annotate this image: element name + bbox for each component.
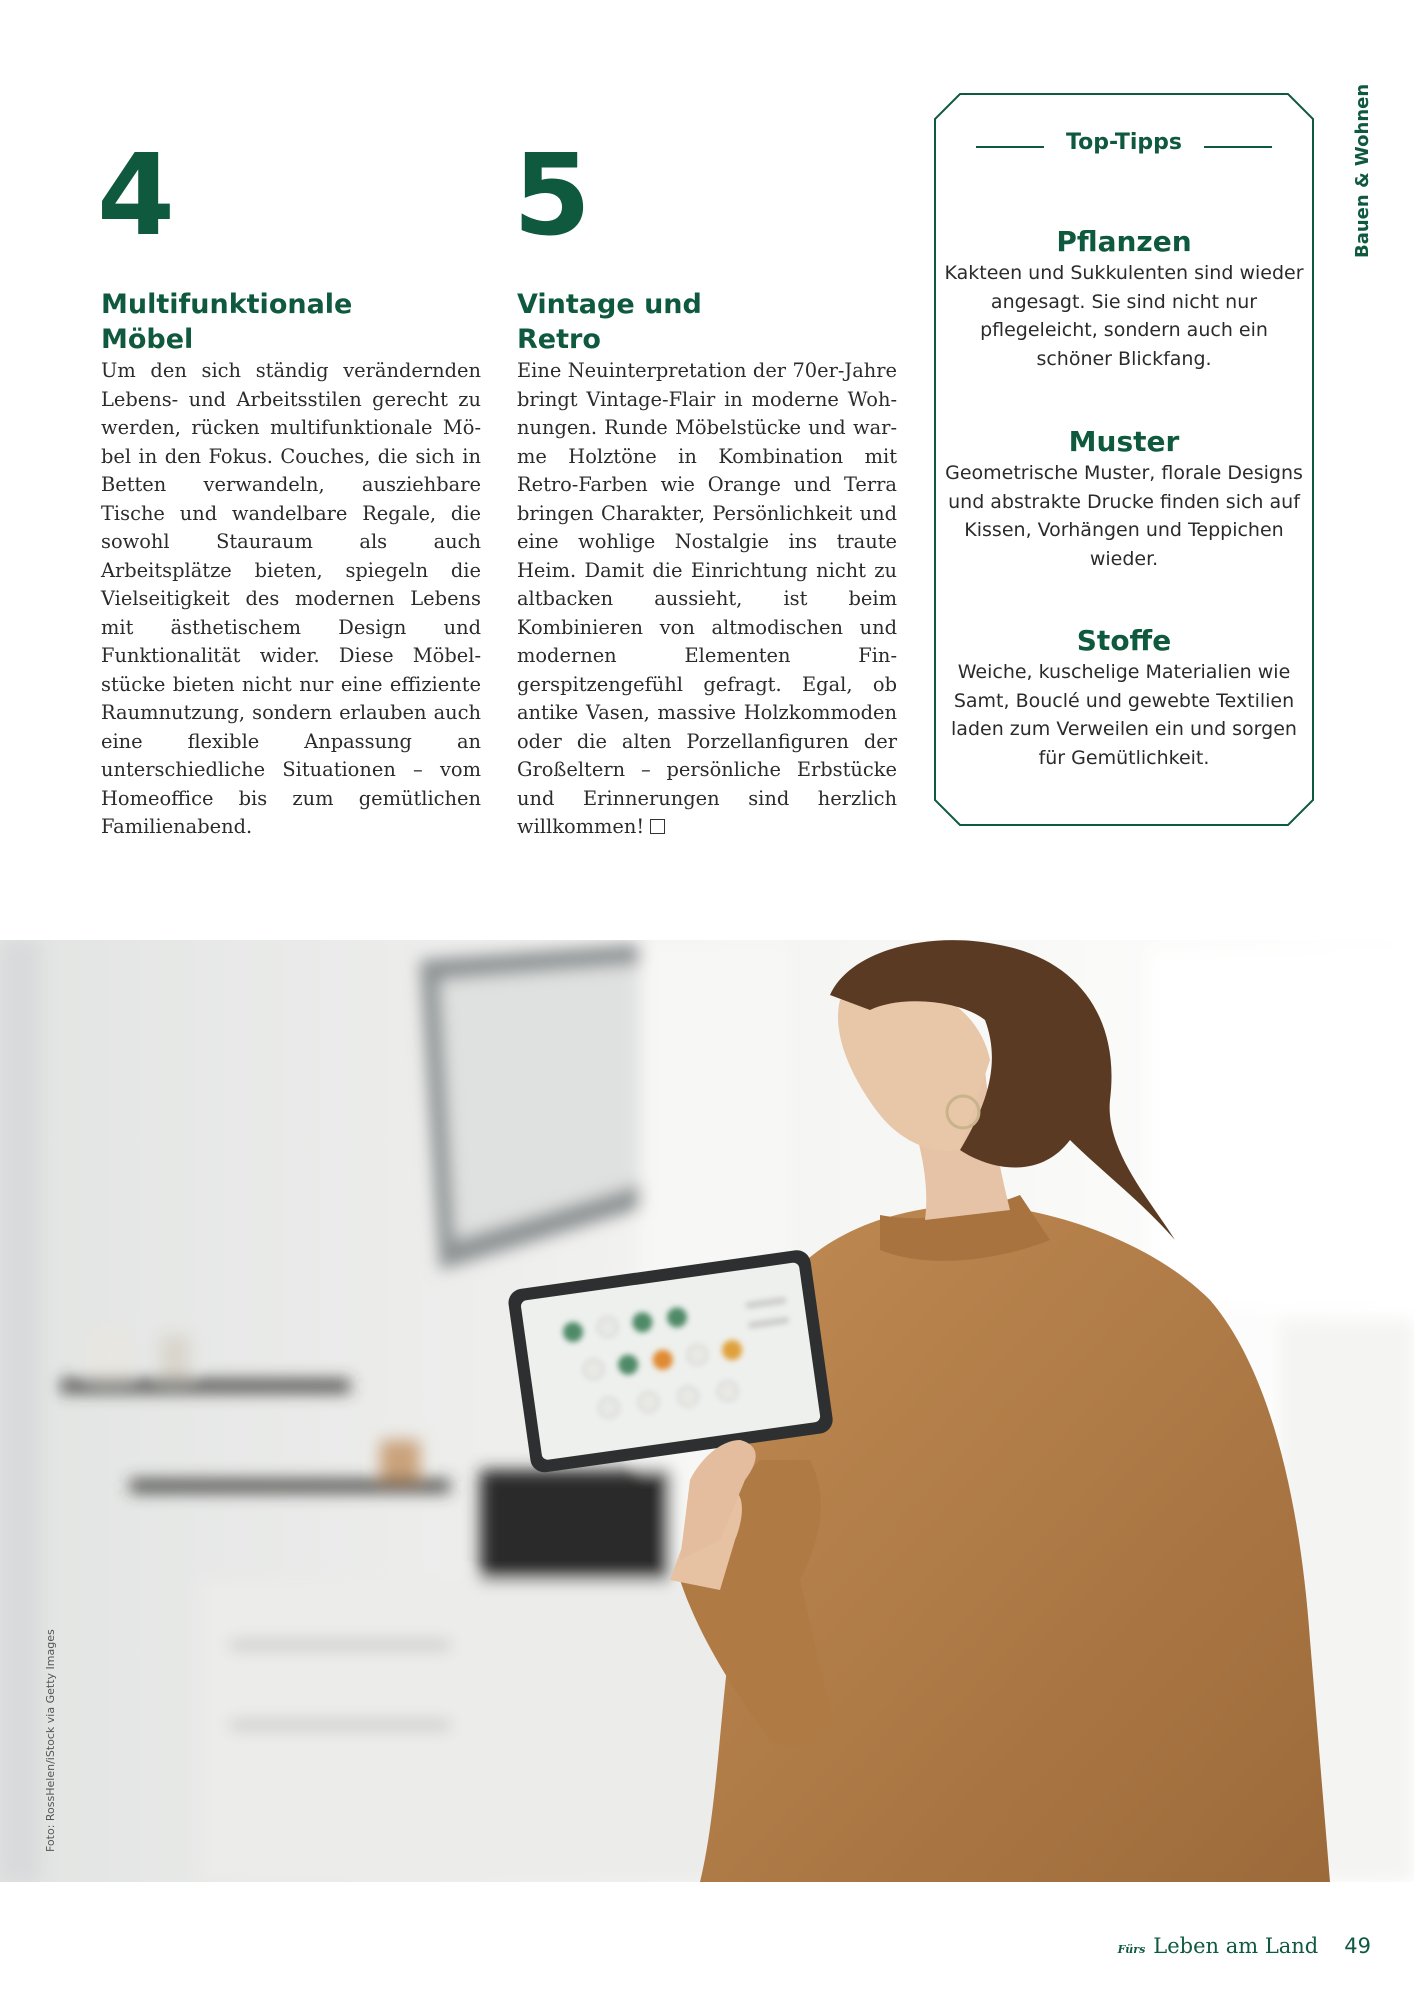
tip-item-muster: [944, 425, 1304, 573]
photo-illustration: [0, 940, 1414, 1882]
photo-credit: Foto: RossHelen/iStock via Getty Images: [44, 1629, 57, 1852]
tip-text: Weiche, kuschelige Materialien wie Samt, Bouclé und gewebte Textilien laden zum Verweilen ein und sorgen für Gemütlichkeit.: [951, 661, 1297, 769]
end-mark-icon: [650, 819, 665, 834]
section-body-text: [517, 357, 897, 842]
tip-text: Kakteen und Sukkulenten sind wieder angesagt. Sie sind nicht nur pflegeleicht, sondern auch ein schöner Blickfang.: [944, 262, 1304, 370]
section-heading: [101, 287, 481, 357]
tip-item-stoffe: [944, 624, 1304, 772]
tip-text: Geometrische Muster, florale Designs und abstrakte Drucke finden sich auf Kissen, Vorhängen und Teppichen wieder.: [945, 462, 1303, 570]
section-body-text: Um den sich ständig verändernden Lebens- und Arbeitsstilen gerecht zu werden, rücken multifunktionale Möbel in den Fokus. Couches, die sich in Betten verwandeln, ausziehbare Tische und wandelbare Regale, die sowohl Stauraum als auch Arbeitsplätze bieten, spiegeln die Vielseitigkeit des modernen Lebens mit ästhetischem Design und Funktionalität wider. Diese Möbelstücke bieten nicht nur eine effiziente Raumnutzung, sondern erlauben auch eine flexible Anpassung an unterschiedliche Situationen – vom Homeoffice bis zum gemütlichen Familienabend.: [101, 359, 481, 838]
top-tips-box: [934, 93, 1314, 826]
heading-line: Multifunktionale: [101, 289, 353, 320]
section-label: Bauen & Wohnen: [1352, 83, 1373, 258]
section-number: 5: [513, 131, 589, 261]
magazine-prefix: Fürs: [1117, 1943, 1146, 1956]
photo-woman-with-tablet: [0, 940, 1414, 1882]
heading-line: Retro: [517, 324, 601, 355]
article-column-4: [97, 128, 481, 842]
tip-heading: Stoffe: [1076, 624, 1172, 657]
section-heading: [517, 287, 897, 357]
magazine-title: Leben am Land: [1153, 1934, 1319, 1958]
page-number: 49: [1344, 1934, 1371, 1958]
heading-line: Möbel: [101, 324, 194, 355]
tips-title: Top-Tipps: [1066, 130, 1182, 155]
tip-heading: Muster: [1068, 425, 1180, 458]
body-text: Eine Neuinterpretation der 70er-Jahre bringt Vintage-Flair in moderne Wohnungen. Runde Möbelstücke und warme Holztöne in Kombination mit Retro-Farben wie Orange und Terra bringen Charakter, Persönlichkeit und eine wohlige Nostalgie ins traute Heim. Damit die Einrichtung nicht zu altbacken aussieht, ist beim Kombinieren von altmodischen und modernen Elementen Fingerspitzengefühl gefragt. Egal, ob antike Vasen, massive Holzkommoden oder die alten Porzellanfiguren der Großeltern – persönliche Erbstücke und Erinnerungen sind herzlich willkommen!: [517, 359, 897, 838]
section-number: 4: [97, 131, 173, 261]
article-column-5: [513, 128, 897, 842]
tip-item-pflanzen: [944, 225, 1304, 373]
heading-line: Vintage und: [517, 289, 702, 320]
tip-heading: Pflanzen: [1056, 225, 1192, 258]
page-footer: [1118, 1934, 1371, 1964]
